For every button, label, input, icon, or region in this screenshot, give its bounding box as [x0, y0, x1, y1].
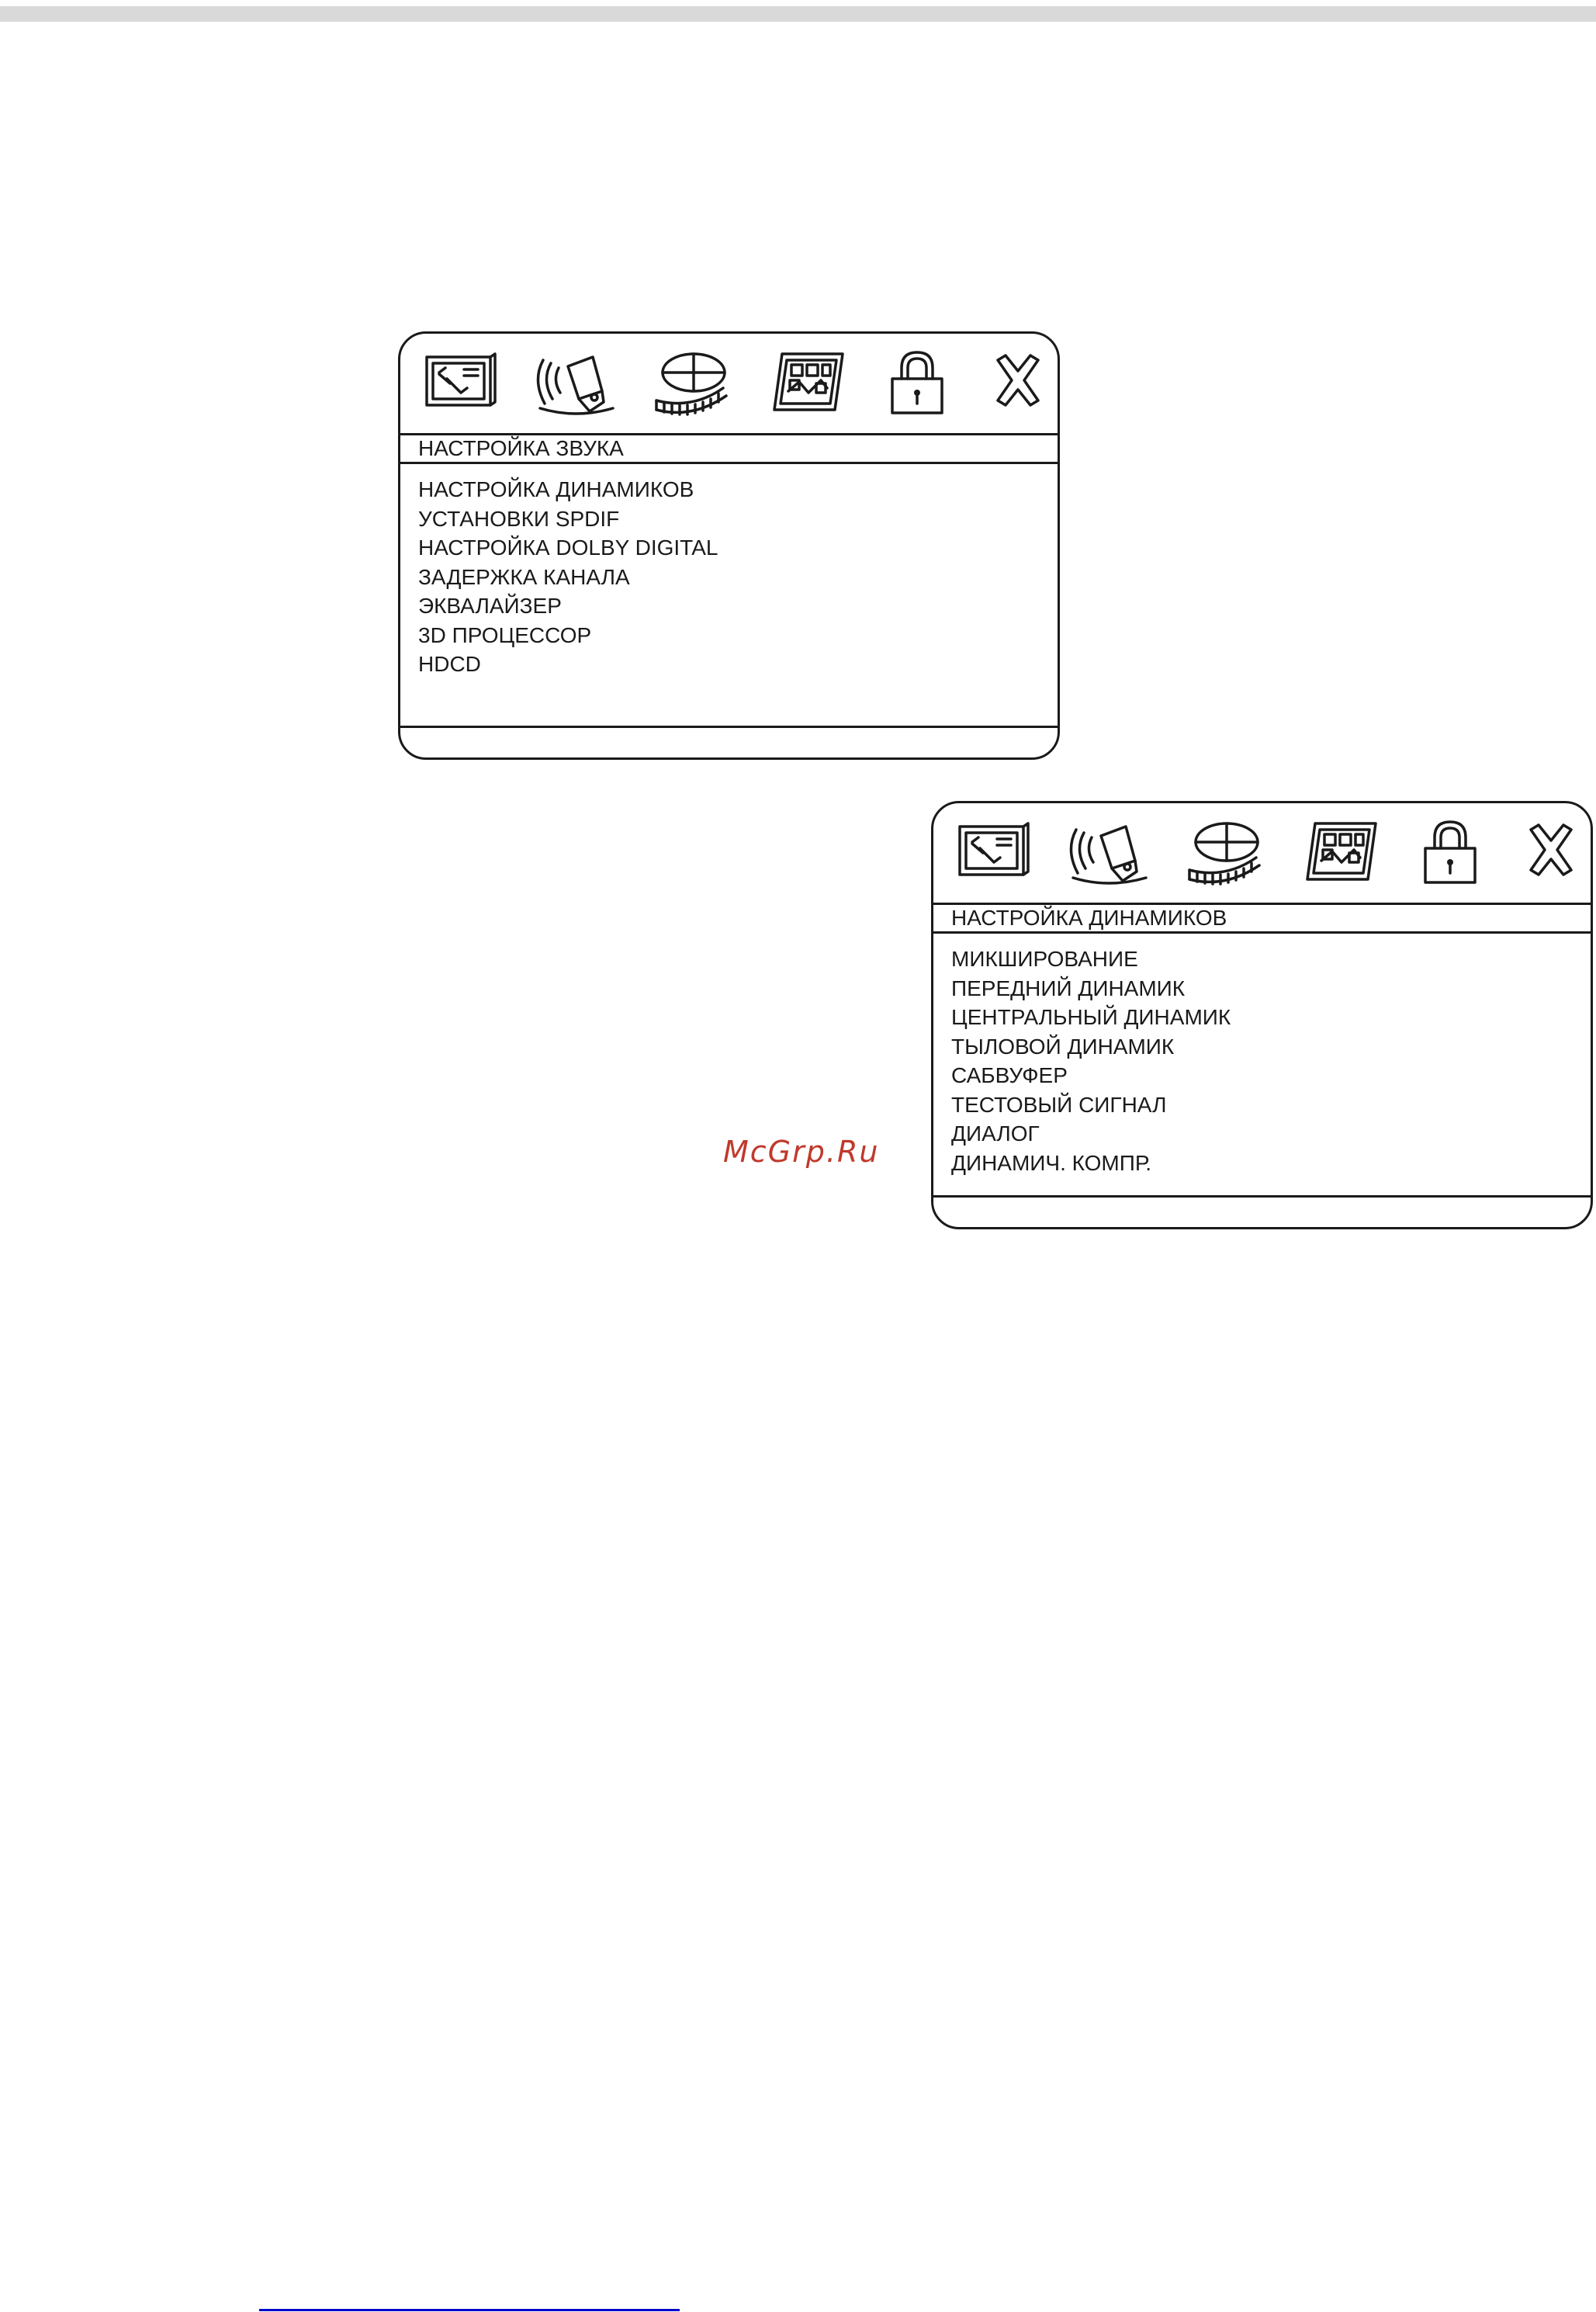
- password-lock-icon[interactable]: [874, 345, 961, 419]
- menu-item-dolby-digital[interactable]: НАСТРОЙКА DOLBY DIGITAL: [418, 536, 718, 560]
- menu-item-dynamic-compression[interactable]: ДИНАМИЧ. КОМПР.: [951, 1150, 1152, 1175]
- menu-footer-divider: [933, 1195, 1591, 1198]
- menu-item-speaker-setup[interactable]: НАСТРОЙКА ДИНАМИКОВ: [418, 477, 694, 501]
- audio-setup-icon[interactable]: [532, 345, 619, 419]
- audio-setup-icon[interactable]: [1065, 814, 1152, 889]
- menu-item-equalizer[interactable]: ЭКВАЛАЙЗЕР: [418, 594, 562, 618]
- watermark-text: McGrp.Ru: [723, 1135, 880, 1169]
- menu-item-dialog[interactable]: ДИАЛОГ: [951, 1121, 1040, 1146]
- menu-item-front-speaker[interactable]: ПЕРЕДНИЙ ДИНАМИК: [951, 976, 1186, 1000]
- menu-item-list: [418, 475, 718, 679]
- video-setup-icon[interactable]: [1182, 814, 1269, 889]
- close-icon[interactable]: [975, 345, 1060, 419]
- footer-link-underline: [259, 2309, 680, 2311]
- menu-item-spdif[interactable]: УСТАНОВКИ SPDIF: [418, 506, 620, 531]
- menu-item-list: [951, 945, 1231, 1177]
- menu-item-channel-delay[interactable]: ЗАДЕРЖКА КАНАЛА: [418, 564, 630, 589]
- menu-item-downmix[interactable]: МИКШИРОВАНИЕ: [951, 947, 1138, 971]
- menu-title-bar: НАСТРОЙКА ЗВУКА: [400, 433, 1058, 464]
- video-setup-icon[interactable]: [649, 345, 736, 419]
- speaker-setup-menu: [931, 801, 1593, 1229]
- preference-icon[interactable]: [1298, 814, 1385, 889]
- menu-item-subwoofer[interactable]: САБВУФЕР: [951, 1063, 1068, 1087]
- menu-icon-row: [933, 803, 1591, 903]
- close-icon[interactable]: [1508, 814, 1593, 889]
- general-setup-icon[interactable]: [416, 345, 503, 419]
- menu-item-center-speaker[interactable]: ЦЕНТРАЛЬНЫЙ ДИНАМИК: [951, 1005, 1231, 1029]
- page-top-bar: [0, 6, 1596, 22]
- menu-item-3d-processor[interactable]: 3D ПРОЦЕССОР: [418, 622, 592, 647]
- password-lock-icon[interactable]: [1407, 814, 1494, 889]
- general-setup-icon[interactable]: [949, 814, 1036, 889]
- preference-icon[interactable]: [765, 345, 852, 419]
- menu-item-test-tone[interactable]: ТЕСТОВЫЙ СИГНАЛ: [951, 1092, 1167, 1117]
- menu-icon-row: [400, 334, 1058, 433]
- menu-item-hdcd[interactable]: HDCD: [418, 652, 481, 676]
- menu-item-rear-speaker[interactable]: ТЫЛОВОЙ ДИНАМИК: [951, 1034, 1175, 1059]
- menu-footer-divider: [400, 726, 1058, 728]
- menu-title-bar: НАСТРОЙКА ДИНАМИКОВ: [933, 903, 1591, 934]
- audio-setup-menu: [398, 331, 1060, 760]
